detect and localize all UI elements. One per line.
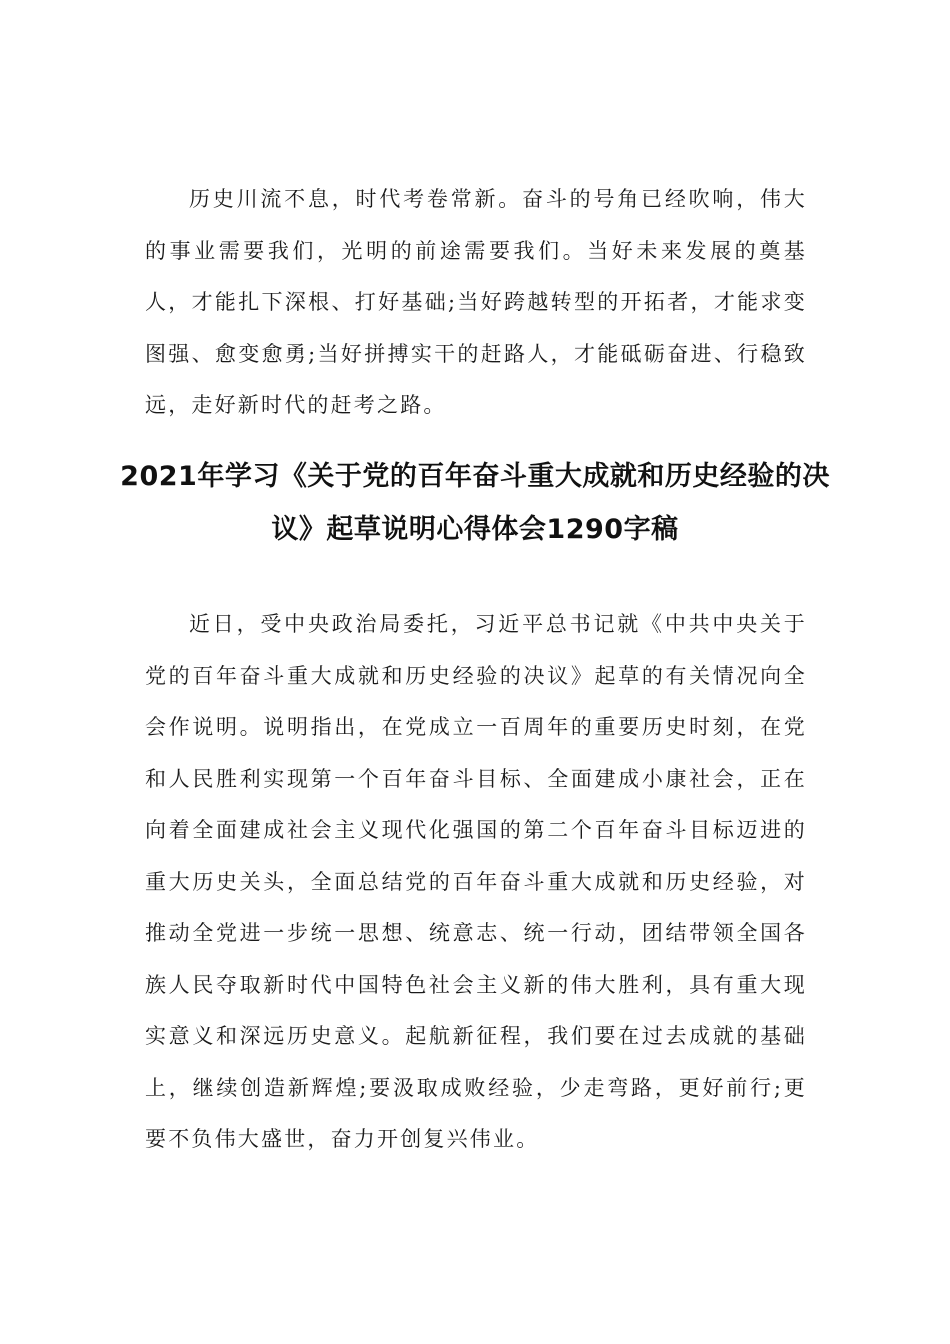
body-paragraph: 近日，受中央政治局委托，习近平总书记就《中共中央关于党的百年奋斗重大成就和历史经验的决议》起草的有关情况向全会作说明。说明指出，在党成立一百周年的重要历史时刻，在党和人民胜利实现第一个百年奋斗目标、全面建成小康社会，正在向着全面建成社会主义现代化强国的第二个百年奋斗目标迈进的重大历史关头，全面总结党的百年奋斗重大成就和历史经验，对推动全党进一步统一思想、统意志、统一行动，团结带领全国各族人民夺取新时代中国特色社会主义新的伟大胜利，具有重大现实意义和深远历史意义。起航新征程，我们要在过去成就的基础上，继续创造新辉煌;要汲取成败经验，少走弯路，更好前行;更要不负伟大盛世，奋力开创复兴伟业。 — [145, 612, 807, 1151]
body-paragraph: 历史川流不息，时代考卷常新。奋斗的号角已经吹响，伟大的事业需要我们，光明的前途需要我们。当好未来发展的奠基人，才能扎下深根、打好基础;当好跨越转型的开拓者，才能求变图强、愈变愈勇;当好拼搏实干的赶路人，才能砥砺奋进、行稳致远，走好新时代的赶考之路。 — [145, 187, 807, 417]
article-title: 2021年学习《关于党的百年奋斗重大成就和历史经验的决议》起草说明心得体会1290字稿 — [120, 461, 830, 545]
